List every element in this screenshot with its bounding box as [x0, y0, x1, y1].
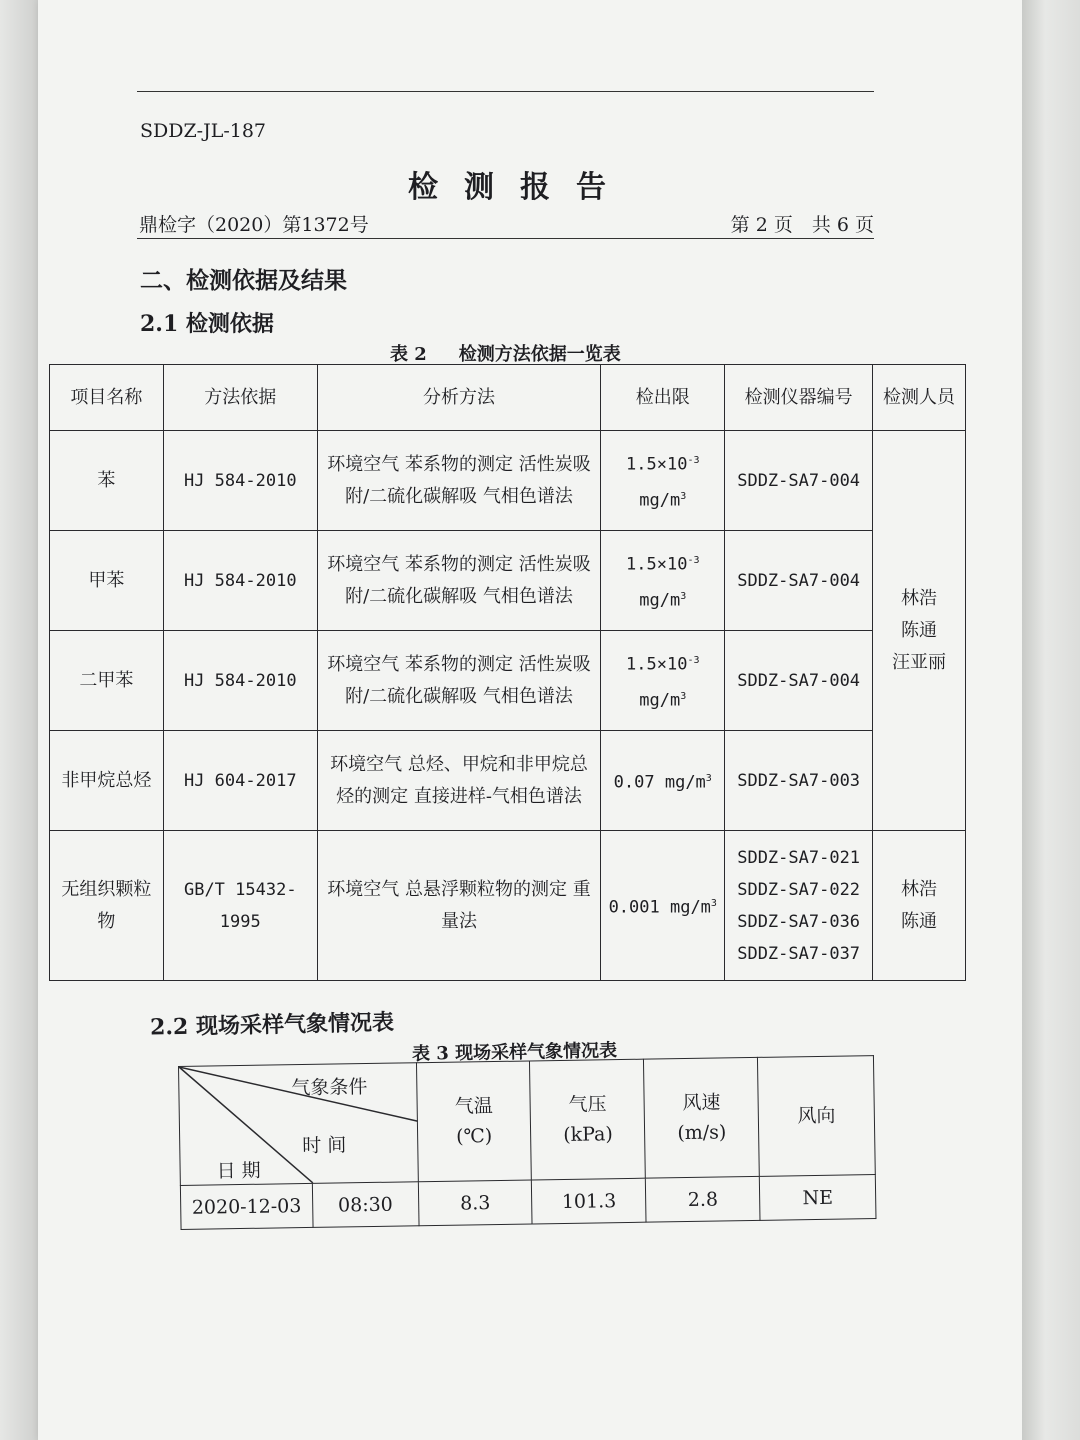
detection-limit: 0.001 $mg/m^3$	[601, 831, 725, 981]
analysis-method: 环境空气 苯系物的测定 活性炭吸附/二硫化碳解吸 气相色谱法	[317, 631, 601, 731]
analysis-method: 环境空气 总烃、甲烷和非甲烷总烃的测定 直接进样-气相色谱法	[317, 731, 601, 831]
instrument-id: SDDZ-SA7-021	[737, 847, 861, 868]
item-name: 非甲烷总烃	[50, 731, 164, 831]
instrument-id: SDDZ-SA7-004	[725, 431, 873, 531]
weather-header-row	[179, 1056, 876, 1186]
method-basis-table	[49, 364, 966, 981]
instrument-id: SDDZ-SA7-003	[725, 731, 873, 831]
table-header-row	[50, 365, 966, 431]
diagonal-header-cell	[179, 1063, 419, 1186]
tester-name: 陈通	[901, 619, 938, 641]
header-wind-speed: 风速 (m/s)	[644, 1057, 760, 1178]
header-wind-direction: 风向	[758, 1056, 876, 1177]
table3-caption: 表 3 现场采样气象情况表	[411, 1040, 618, 1065]
tester-name: 陈通	[901, 910, 938, 932]
table-row	[50, 831, 966, 981]
instrument-id: SDDZ-SA7-004	[725, 531, 873, 631]
instrument-id: SDDZ-SA7-022	[737, 879, 861, 900]
label-time: 时 间	[302, 1134, 347, 1158]
cell-date: 2020-12-03	[180, 1183, 312, 1229]
table-row	[50, 531, 966, 631]
table-row	[50, 631, 966, 731]
detection-limit: $1.5\times 10^{-3}$ $mg/m^3$	[601, 531, 725, 631]
page-stack-edge	[1022, 0, 1080, 1440]
section-title: 二、检测依据及结果	[140, 267, 347, 294]
table-row	[50, 431, 966, 531]
cell-temperature: 8.3	[418, 1180, 532, 1226]
testers-cell	[873, 431, 966, 831]
header-tester: 检测人员	[873, 365, 966, 431]
header-limit: 检出限	[601, 365, 725, 431]
table-row	[50, 731, 966, 831]
instrument-id: SDDZ-SA7-004	[725, 631, 873, 731]
instrument-id-list	[725, 831, 873, 981]
standard: HJ 584-2010	[163, 531, 317, 631]
binding-shadow	[0, 0, 38, 1440]
doc-code: SDDZ-JL-187	[140, 120, 267, 142]
header-standard: 方法依据	[163, 365, 317, 431]
analysis-method: 环境空气 总悬浮颗粒物的测定 重量法	[317, 831, 601, 981]
reference-row	[137, 210, 874, 239]
standard: HJ 584-2010	[163, 631, 317, 731]
cell-wind-direction: NE	[759, 1175, 876, 1221]
instrument-id: SDDZ-SA7-037	[737, 943, 861, 964]
subsection-weather: 2.2 现场采样气象情况表	[149, 1009, 395, 1041]
item-name: 苯	[50, 431, 164, 531]
standard: HJ 604-2017	[163, 731, 317, 831]
header-instrument: 检测仪器编号	[725, 365, 873, 431]
report-number: 鼎检字（2020）第1372号	[139, 214, 369, 236]
label-date: 日 期	[216, 1159, 261, 1183]
table2-caption-no: 表 2	[390, 344, 427, 365]
cell-wind-speed: 2.8	[646, 1176, 761, 1222]
instrument-id: SDDZ-SA7-036	[737, 911, 861, 932]
analysis-method: 环境空气 苯系物的测定 活性炭吸附/二硫化碳解吸 气相色谱法	[317, 531, 601, 631]
cell-pressure: 101.3	[532, 1178, 647, 1224]
standard: GB/T 15432-1995	[163, 831, 317, 981]
detection-limit: $1.5\times 10^{-3}$ $mg/m^3$	[601, 631, 725, 731]
header-method: 分析方法	[317, 365, 601, 431]
subsection-basis: 2.1 检测依据	[140, 311, 274, 337]
item-name: 甲苯	[50, 531, 164, 631]
tester-name: 汪亚丽	[892, 651, 947, 673]
detection-limit: 0.07 $mg/m^3$	[601, 731, 725, 831]
header-rule	[137, 91, 874, 92]
standard: HJ 584-2010	[163, 431, 317, 531]
table2-caption-text: 检测方法依据一览表	[458, 344, 621, 365]
item-name: 二甲苯	[50, 631, 164, 731]
page-info: 第 2 页 共 6 页	[730, 214, 874, 236]
tester-name: 林浩	[901, 587, 938, 609]
table2-caption	[390, 340, 621, 366]
label-conditions: 气象条件	[291, 1076, 368, 1100]
testers-cell	[873, 831, 966, 981]
detection-limit: $1.5\times 10^{-3}$ $mg/m^3$	[601, 431, 725, 531]
header-temperature: 气温 (℃)	[416, 1061, 532, 1182]
header-item: 项目名称	[50, 365, 164, 431]
doc-title: 检测报告	[408, 170, 632, 205]
item-name: 无组织颗粒物	[50, 831, 164, 981]
header-pressure: 气压 (kPa)	[530, 1059, 646, 1180]
tester-name: 林浩	[901, 878, 938, 900]
weather-table	[178, 1055, 876, 1230]
cell-time: 08:30	[312, 1182, 419, 1228]
analysis-method: 环境空气 苯系物的测定 活性炭吸附/二硫化碳解吸 气相色谱法	[317, 431, 601, 531]
